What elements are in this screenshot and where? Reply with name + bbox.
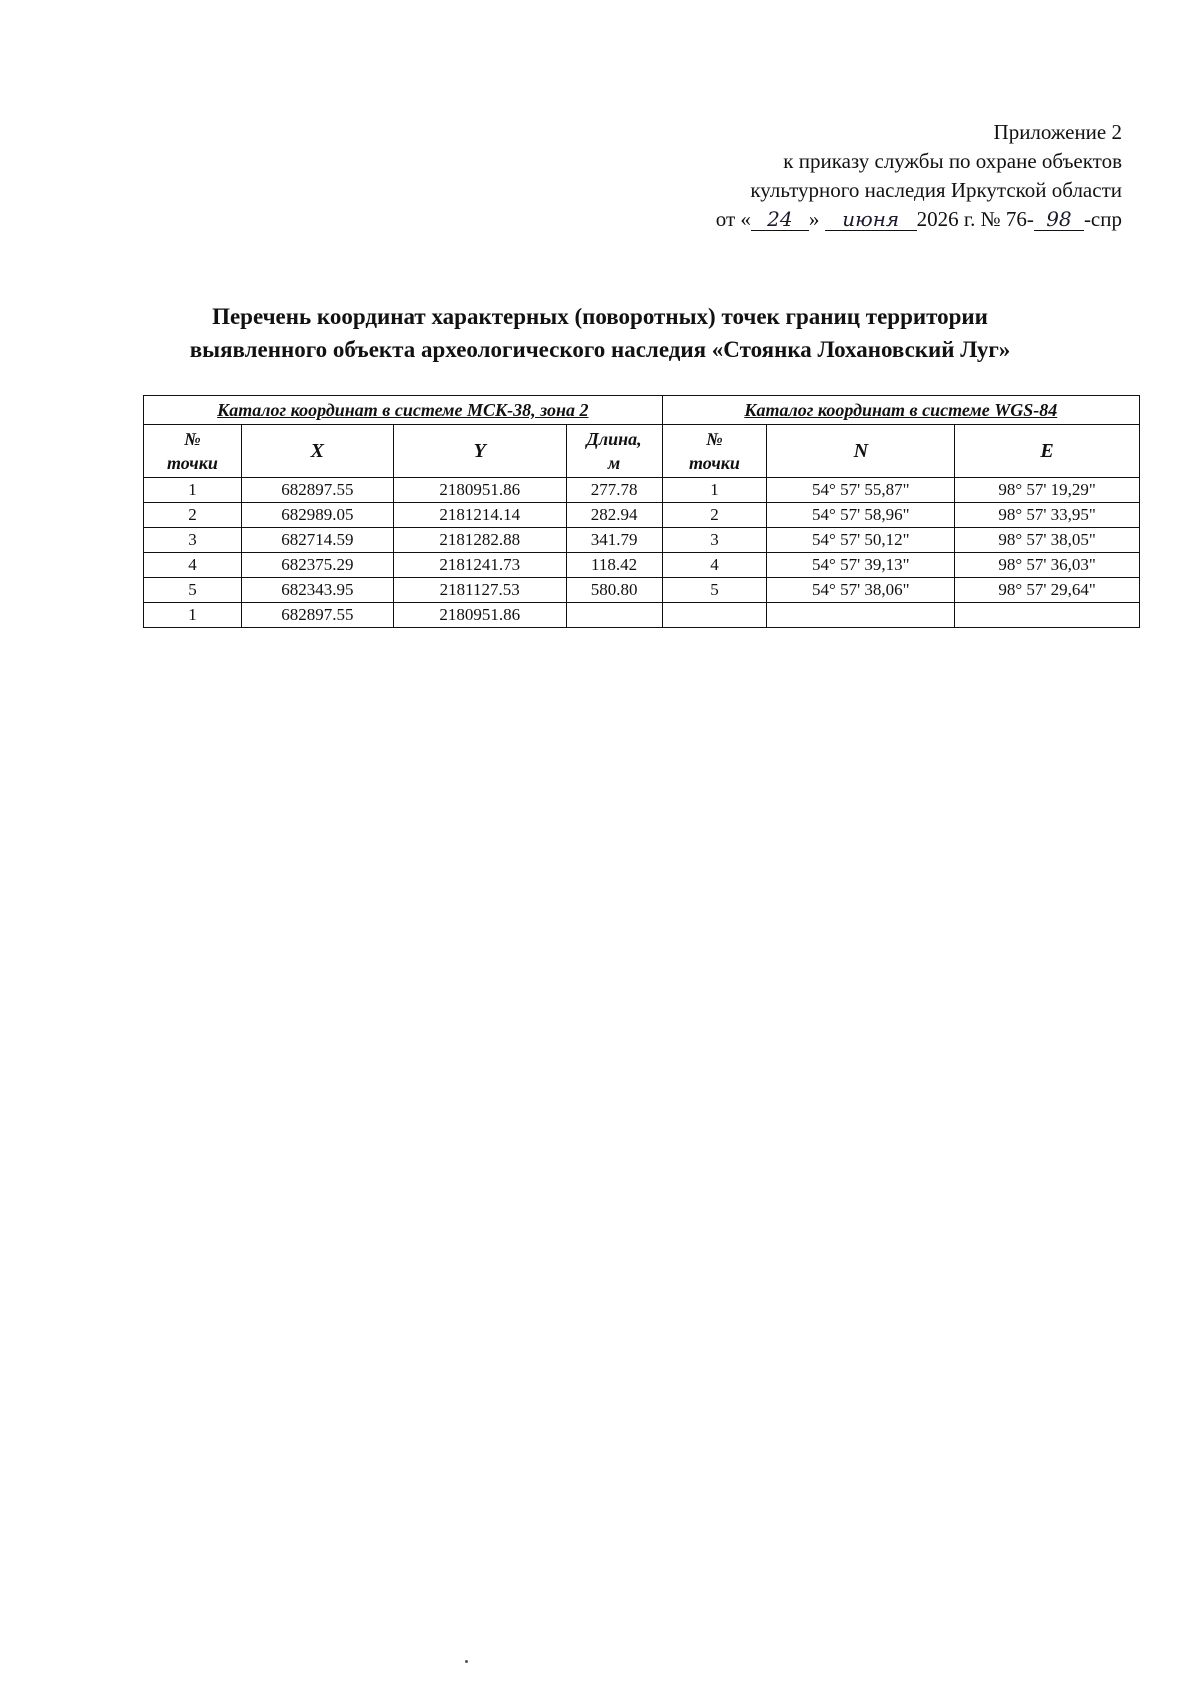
cell-y: 2181214.14 bbox=[393, 503, 566, 528]
cell-point: 5 bbox=[144, 578, 242, 603]
cell-point: 1 bbox=[144, 478, 242, 503]
cell-point-wgs: 2 bbox=[662, 503, 767, 528]
col-header-length-line2: м bbox=[607, 453, 621, 473]
appendix-number: Приложение 2 bbox=[993, 120, 1122, 144]
col-header-point-number-wgs-line2: точки bbox=[689, 453, 740, 473]
cell-length: 341.79 bbox=[566, 528, 662, 553]
table-row bbox=[144, 603, 1140, 628]
col-header-point-number-line1: № bbox=[184, 429, 201, 449]
cell-n: 54° 57' 39,13" bbox=[767, 553, 955, 578]
title-line-1: Перечень координат характерных (поворотных) точек границ территории bbox=[212, 304, 988, 329]
date-mid: » bbox=[808, 207, 820, 231]
cell-e: 98° 57' 38,05" bbox=[955, 528, 1140, 553]
cell-n: 54° 57' 58,96" bbox=[767, 503, 955, 528]
cell-point-wgs: 5 bbox=[662, 578, 767, 603]
col-header-e: E bbox=[955, 425, 1140, 478]
title-line-2: выявленного объекта археологического наследия «Стоянка Лохановский Луг» bbox=[189, 337, 1011, 362]
cell-y: 2181241.73 bbox=[393, 553, 566, 578]
cell-length bbox=[566, 603, 662, 628]
col-header-point-number-wgs-line1: № bbox=[706, 429, 723, 449]
appendix-header bbox=[716, 118, 1122, 234]
col-header-point-number-line2: точки bbox=[167, 453, 218, 473]
cell-point: 3 bbox=[144, 528, 242, 553]
cell-x: 682343.95 bbox=[241, 578, 393, 603]
handwritten-day: 24 bbox=[751, 208, 809, 231]
cell-length: 118.42 bbox=[566, 553, 662, 578]
table-row bbox=[144, 578, 1140, 603]
cell-point: 4 bbox=[144, 553, 242, 578]
cell-n bbox=[767, 603, 955, 628]
appendix-date-line bbox=[716, 205, 1122, 234]
cell-point: 1 bbox=[144, 603, 242, 628]
cell-e: 98° 57' 36,03" bbox=[955, 553, 1140, 578]
cell-e: 98° 57' 19,29" bbox=[955, 478, 1140, 503]
table-group-header-row bbox=[144, 396, 1140, 425]
order-suffix: -спр bbox=[1083, 207, 1122, 231]
cell-n: 54° 57' 38,06" bbox=[767, 578, 955, 603]
cell-x: 682897.55 bbox=[241, 603, 393, 628]
coordinates-table bbox=[143, 395, 1140, 628]
group-header-msk: Каталог координат в системе МСК-38, зона 2 bbox=[144, 396, 663, 425]
scan-speck bbox=[465, 1660, 468, 1663]
col-header-length bbox=[566, 425, 662, 478]
cell-x: 682375.29 bbox=[241, 553, 393, 578]
cell-length: 282.94 bbox=[566, 503, 662, 528]
table-row bbox=[144, 503, 1140, 528]
appendix-agency-line: культурного наследия Иркутской области bbox=[750, 178, 1122, 202]
table-row bbox=[144, 553, 1140, 578]
cell-point-wgs: 1 bbox=[662, 478, 767, 503]
col-header-n: N bbox=[767, 425, 955, 478]
cell-n: 54° 57' 55,87" bbox=[767, 478, 955, 503]
col-header-point-number bbox=[144, 425, 242, 478]
cell-y: 2181282.88 bbox=[393, 528, 566, 553]
cell-point: 2 bbox=[144, 503, 242, 528]
col-header-x: X bbox=[241, 425, 393, 478]
col-header-point-number-wgs bbox=[662, 425, 767, 478]
cell-e bbox=[955, 603, 1140, 628]
cell-point-wgs: 4 bbox=[662, 553, 767, 578]
cell-e: 98° 57' 33,95" bbox=[955, 503, 1140, 528]
group-header-wgs: Каталог координат в системе WGS-84 bbox=[662, 396, 1139, 425]
cell-x: 682989.05 bbox=[241, 503, 393, 528]
year-part: 2026 г. № 76- bbox=[916, 207, 1034, 231]
table-row bbox=[144, 528, 1140, 553]
col-header-length-line1: Длина, bbox=[586, 429, 642, 449]
handwritten-order-number: 98 bbox=[1034, 208, 1084, 231]
table-column-header-row bbox=[144, 425, 1140, 478]
cell-point-wgs: 3 bbox=[662, 528, 767, 553]
cell-x: 682897.55 bbox=[241, 478, 393, 503]
appendix-order-line: к приказу службы по охране объектов bbox=[783, 149, 1122, 173]
cell-e: 98° 57' 29,64" bbox=[955, 578, 1140, 603]
table-row bbox=[144, 478, 1140, 503]
cell-x: 682714.59 bbox=[241, 528, 393, 553]
cell-length: 580.80 bbox=[566, 578, 662, 603]
handwritten-month: июня bbox=[825, 208, 917, 231]
cell-n: 54° 57' 50,12" bbox=[767, 528, 955, 553]
cell-y: 2181127.53 bbox=[393, 578, 566, 603]
col-header-y: Y bbox=[393, 425, 566, 478]
document-title bbox=[0, 300, 1200, 366]
date-prefix: от « bbox=[715, 207, 751, 231]
cell-y: 2180951.86 bbox=[393, 478, 566, 503]
cell-point-wgs bbox=[662, 603, 767, 628]
cell-length: 277.78 bbox=[566, 478, 662, 503]
cell-y: 2180951.86 bbox=[393, 603, 566, 628]
